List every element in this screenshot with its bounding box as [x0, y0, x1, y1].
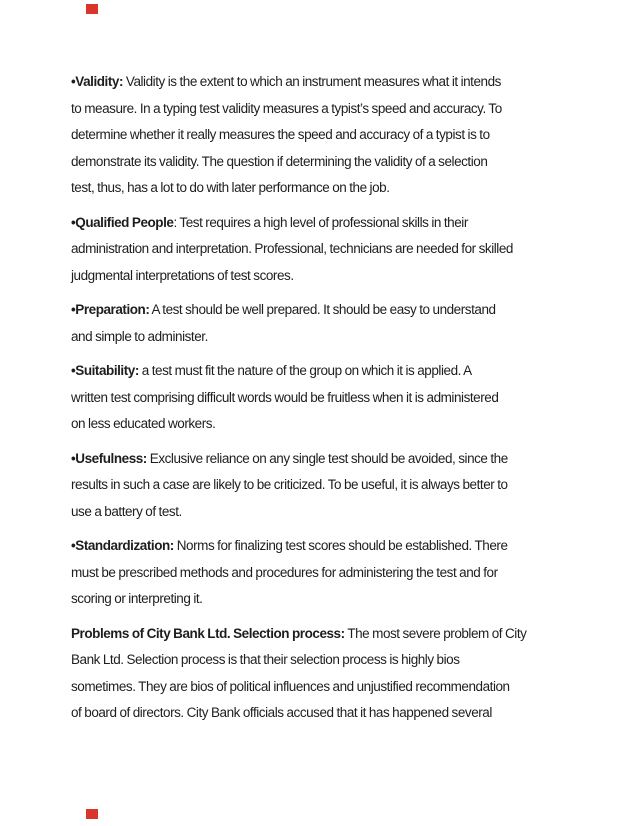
paragraph-lead: •Suitability: [71, 363, 139, 378]
text-line: of board of directors. City Bank officials accused that it has happened several [71, 705, 492, 720]
text-line [71, 69, 571, 96]
paragraph-lead: •Qualified People [71, 214, 174, 230]
text-line [71, 621, 571, 648]
text-line: and simple to administer. [71, 328, 208, 344]
text-line: Bank Ltd. Selection process is that their selection process is highly bios [71, 652, 460, 667]
paragraph-text: The most severe problem of City [344, 625, 527, 641]
paragraph-text: a test must fit the nature of the group on which it is applied. A [138, 363, 472, 378]
paragraph [71, 358, 571, 438]
paragraph-lead: Problems of City Bank Ltd. Selection process: [71, 625, 345, 641]
text-line: on less educated workers. [71, 416, 216, 431]
text-line [71, 446, 571, 473]
text-line: scoring or interpreting it. [71, 591, 203, 606]
text-line [71, 210, 571, 237]
paragraph-text: Validity is the extent to which an instrument measures what it intends [123, 74, 501, 89]
text-line: results in such a case are likely to be criticized. To be useful, it is always better to [71, 477, 508, 492]
document-text [71, 69, 571, 735]
paragraph [71, 533, 571, 613]
paragraph-text: Norms for finalizing test scores should be established. There [173, 538, 508, 553]
paragraph-text: : Test requires a high level of professional skills in their [173, 214, 468, 230]
text-line [71, 533, 571, 560]
paragraph-text: A test should be well prepared. It should be easy to understand [149, 302, 496, 317]
text-line: use a battery of test. [71, 503, 182, 519]
paragraph [71, 69, 571, 202]
paragraph [71, 621, 571, 727]
paragraph-lead: •Validity: [71, 74, 123, 89]
red-artifact-top [86, 4, 98, 14]
text-line [71, 358, 571, 385]
text-line: must be prescribed methods and procedures for administering the test and for [71, 564, 498, 580]
paragraph-text: Exclusive reliance on any single test should be avoided, since the [146, 450, 508, 466]
text-line: demonstrate its validity. The question if determining the validity of a selection [71, 153, 488, 169]
text-line: judgmental interpretations of test scores. [71, 267, 294, 283]
text-line: written test comprising difficult words would be fruitless when it is administered [71, 389, 499, 405]
text-line: to measure. In a typing test validity measures a typist’s speed and accuracy. To [71, 100, 502, 116]
paragraph [71, 210, 571, 290]
text-line: test, thus, has a lot to do with later performance on the job. [71, 180, 390, 195]
red-artifact-bottom [86, 809, 98, 819]
text-line: determine whether it really measures the speed and accuracy of a typist is to [71, 127, 490, 142]
text-line: sometimes. They are bios of political influences and unjustified recommendation [71, 678, 510, 694]
paragraph [71, 297, 571, 350]
paragraph-lead: •Preparation: [71, 302, 150, 317]
text-line [71, 297, 571, 324]
paragraph-lead: •Usefulness: [71, 450, 147, 466]
paragraph [71, 446, 571, 526]
text-line: administration and interpretation. Professional, technicians are needed for skilled [71, 241, 513, 256]
paragraph-lead: •Standardization: [71, 538, 174, 553]
